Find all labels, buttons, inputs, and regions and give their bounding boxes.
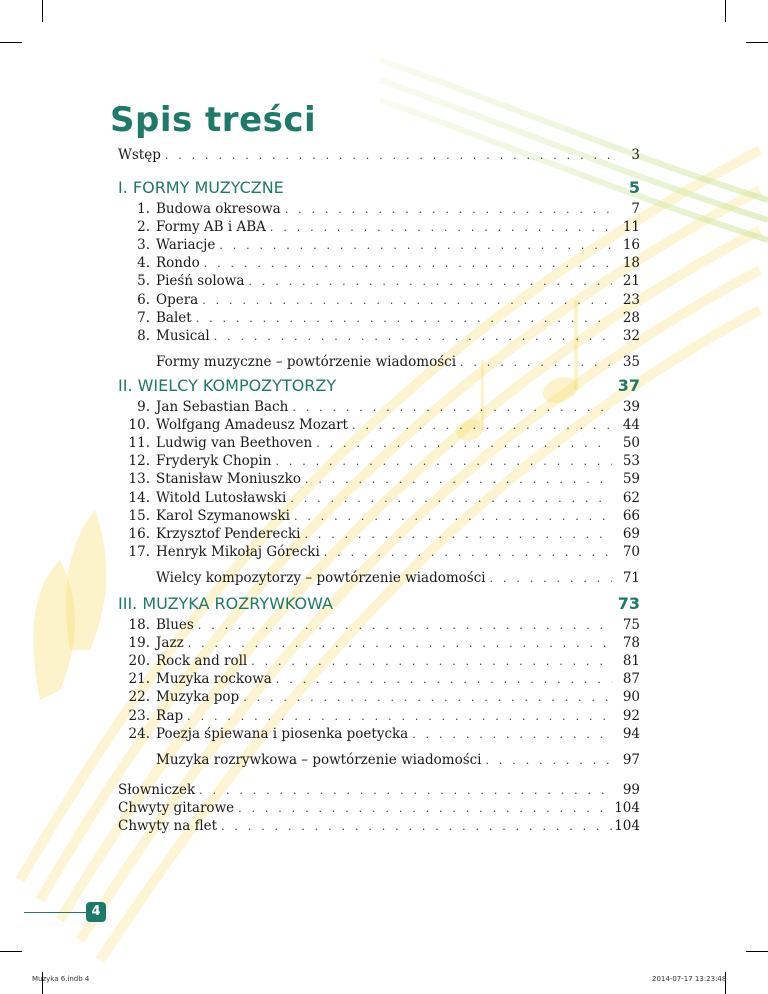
toc-entry-page: 21 [622, 273, 640, 290]
toc-entry-appendix[interactable] [118, 799, 640, 817]
toc-entry-label: Wielcy kompozytorzy – powtórzenie wiadomości [156, 569, 486, 586]
crop-mark [0, 42, 22, 43]
toc-entry-page: 69 [622, 525, 640, 542]
toc-entry-number: 24. [128, 725, 150, 742]
crop-mark [746, 42, 768, 43]
toc-entry-page: 70 [622, 543, 640, 560]
toc-entry[interactable] [118, 200, 640, 218]
toc-entry-page: 7 [631, 201, 640, 217]
toc-entry[interactable] [118, 725, 640, 743]
toc-entry-label: Blues [156, 617, 194, 633]
toc-entry-page: 3 [631, 147, 640, 163]
toc-entry[interactable] [118, 688, 640, 706]
toc-entry-page: 104 [614, 800, 640, 817]
leader-dots [187, 708, 612, 726]
section-heading[interactable] [118, 376, 640, 395]
toc-entry-number: 17. [128, 543, 150, 560]
toc-entry-label: Krzysztof Penderecki [156, 525, 301, 542]
print-slug-right: 2014-07-17 13:23:48 [652, 975, 727, 983]
toc-entry-number: 10. [128, 417, 150, 434]
toc-entry-page: 66 [622, 507, 640, 524]
toc-entry-page: 18 [622, 255, 640, 272]
toc-entry-page: 92 [622, 707, 640, 724]
leader-dots [238, 800, 612, 818]
toc-entry-label: Musical [156, 327, 210, 344]
toc-entry-page: 23 [622, 291, 640, 308]
toc-entry-label: Budowa okresowa [156, 201, 281, 217]
section-heading[interactable] [118, 178, 640, 197]
leader-dots [294, 508, 612, 526]
toc-entry[interactable] [118, 634, 640, 652]
toc-entry[interactable] [118, 670, 640, 688]
toc-entry-label: Słowniczek [118, 782, 196, 798]
leader-dots [202, 292, 612, 310]
leader-dots [285, 201, 612, 219]
section-heading[interactable] [118, 594, 640, 613]
toc-entry[interactable] [118, 254, 640, 272]
leader-dots [188, 635, 612, 653]
toc-entry-label: Stanisław Moniuszko [156, 471, 301, 488]
crop-mark [725, 0, 726, 22]
toc-entry-number: 15. [128, 507, 150, 524]
toc-entry-review[interactable] [118, 353, 640, 371]
toc-entry-label: Wstęp [118, 147, 161, 163]
toc-entry-label: Rondo [156, 255, 200, 272]
toc-entry-label: Jan Sebastian Bach [156, 399, 289, 415]
toc-entry[interactable] [118, 236, 640, 254]
toc-entry-number: 2. [137, 219, 150, 236]
leader-dots [251, 653, 612, 671]
toc-entry-page: 11 [622, 219, 640, 236]
toc-entry[interactable] [118, 398, 640, 416]
leader-dots [292, 399, 612, 417]
toc-entry-page: 62 [622, 489, 640, 506]
toc-entry-intro[interactable] [118, 146, 640, 164]
toc-entry[interactable] [118, 218, 640, 236]
toc-entry-page: 32 [622, 327, 640, 344]
toc-entry-label: Formy AB i ABA [156, 219, 266, 236]
toc-entry[interactable] [118, 507, 640, 525]
toc-entry-review[interactable] [118, 751, 640, 769]
toc-entry-number: 8. [137, 327, 150, 344]
leader-dots [198, 617, 612, 635]
leader-dots [219, 237, 612, 255]
toc-entry[interactable] [118, 309, 640, 327]
section-title: I. FORMY MUZYCZNE [118, 178, 284, 197]
toc-entry-number: 12. [128, 453, 150, 470]
toc-entry-page: 94 [622, 725, 640, 742]
toc-entry-number: 20. [128, 653, 150, 670]
leader-dots [221, 818, 612, 836]
toc-entry-page: 78 [622, 635, 640, 652]
leader-dots [304, 526, 612, 544]
toc-entry-page: 75 [622, 617, 640, 633]
section-page: 5 [628, 178, 640, 197]
toc-entry-number: 18. [128, 617, 150, 633]
leader-dots [199, 782, 612, 800]
toc-entry-page: 90 [622, 689, 640, 706]
leader-dots [460, 354, 612, 372]
page-title: Spis treści [110, 100, 317, 140]
toc-entry-page: 97 [622, 751, 640, 768]
toc-entry-page: 81 [622, 653, 640, 670]
toc-entry-number: 11. [128, 435, 150, 452]
section-page: 37 [617, 376, 640, 395]
toc-entry-number: 5. [137, 273, 150, 290]
leader-dots [204, 255, 612, 273]
toc-entry-number: 19. [128, 635, 150, 652]
leader-dots [270, 219, 612, 237]
toc-entry[interactable] [118, 416, 640, 434]
leader-dots [275, 453, 612, 471]
toc-entry[interactable] [118, 272, 640, 290]
leader-dots [352, 417, 612, 435]
toc-entry-label: Henryk Mikołaj Górecki [156, 543, 320, 560]
toc-entry-number: 16. [128, 525, 150, 542]
toc-entry-label: Chwyty gitarowe [118, 800, 235, 817]
toc-entry-label: Chwyty na flet [118, 818, 218, 835]
toc-entry[interactable] [118, 525, 640, 543]
toc-entry[interactable] [118, 327, 640, 345]
toc-entry-label: Poezja śpiewana i piosenka poetycka [156, 725, 409, 742]
leader-dots [324, 544, 612, 562]
toc-entry-label: Muzyka rockowa [156, 671, 272, 688]
toc-entry-number: 1. [137, 201, 150, 217]
leader-dots [196, 310, 612, 328]
leader-dots [490, 570, 612, 588]
crop-mark [0, 951, 22, 952]
toc-entry-label: Rock and roll [156, 653, 248, 670]
toc-entry-label: Opera [156, 291, 199, 308]
toc-entry-page: 28 [622, 309, 640, 326]
toc-entry-appendix[interactable] [118, 781, 640, 799]
leader-dots [165, 147, 612, 165]
toc-entry-page: 99 [622, 782, 640, 798]
leader-dots [243, 689, 612, 707]
toc-entry-page: 44 [622, 417, 640, 434]
leader-dots [305, 471, 612, 489]
toc-entry-number: 6. [137, 291, 150, 308]
toc-entry-label: Ludwig van Beethoven [156, 435, 313, 452]
toc-entry-label: Fryderyk Chopin [156, 453, 272, 470]
toc-entry-label: Pieśń solowa [156, 273, 245, 290]
leader-dots [486, 752, 612, 770]
leader-dots [248, 273, 612, 291]
leader-dots [214, 328, 612, 346]
toc-entry-label: Wariacje [156, 237, 216, 254]
toc-entry-label: Muzyka pop [156, 689, 240, 706]
toc-entry[interactable] [118, 616, 640, 634]
toc-entry-number: 22. [128, 689, 150, 706]
print-slug-left: Muzyka 6.indb 4 [32, 975, 90, 983]
section-title: II. WIELCY KOMPOZYTORZY [118, 376, 337, 395]
toc-entry[interactable] [118, 489, 640, 507]
leader-dots [290, 490, 612, 508]
toc-entry-page: 16 [622, 237, 640, 254]
crop-mark [746, 951, 768, 952]
toc-entry[interactable] [118, 452, 640, 470]
toc-entry-number: 23. [128, 707, 150, 724]
leader-dots [316, 435, 612, 453]
toc-entry-page: 50 [622, 435, 640, 452]
toc-entry-page: 87 [622, 671, 640, 688]
toc-entry-label: Muzyka rozrywkowa – powtórzenie wiadomości [156, 751, 482, 768]
toc-entry-appendix[interactable] [118, 817, 640, 835]
toc-entry-page: 39 [622, 399, 640, 415]
toc-entry[interactable] [118, 652, 640, 670]
toc-entry-label: Wolfgang Amadeusz Mozart [156, 417, 348, 434]
toc-entry[interactable] [118, 543, 640, 561]
toc-entry-label: Formy muzyczne – powtórzenie wiadomości [156, 353, 457, 370]
section-page: 73 [617, 594, 640, 613]
toc-entry-number: 13. [128, 471, 150, 488]
toc-entry[interactable] [118, 707, 640, 725]
page-number-rule [24, 912, 88, 913]
toc-entry-label: Rap [156, 707, 184, 724]
toc-entry-number: 9. [137, 399, 150, 415]
toc-entry-label: Witold Lutosławski [156, 489, 287, 506]
toc-entry-page: 59 [622, 471, 640, 488]
toc-entry-number: 7. [137, 309, 150, 326]
toc-entry[interactable] [118, 434, 640, 452]
toc-entry[interactable] [118, 291, 640, 309]
toc-entry-page: 71 [622, 569, 640, 586]
leader-dots [276, 671, 612, 689]
toc-entry-page: 104 [614, 818, 640, 835]
leader-dots [412, 726, 612, 744]
toc-entry[interactable] [118, 470, 640, 488]
toc-entry-number: 14. [128, 489, 150, 506]
toc-entry-review[interactable] [118, 569, 640, 587]
page-number: 4 [86, 902, 106, 922]
section-title: III. MUZYKA ROZRYWKOWA [118, 594, 333, 613]
toc-entry-number: 3. [137, 237, 150, 254]
toc-entry-label: Jazz [156, 635, 184, 652]
toc-entry-page: 53 [622, 453, 640, 470]
toc-entry-label: Balet [156, 309, 192, 326]
toc-entry-label: Karol Szymanowski [156, 507, 290, 524]
toc-entry-page: 35 [622, 353, 640, 370]
toc-entry-number: 4. [137, 255, 150, 272]
crop-mark [42, 0, 43, 22]
toc-entry-number: 21. [128, 671, 150, 688]
